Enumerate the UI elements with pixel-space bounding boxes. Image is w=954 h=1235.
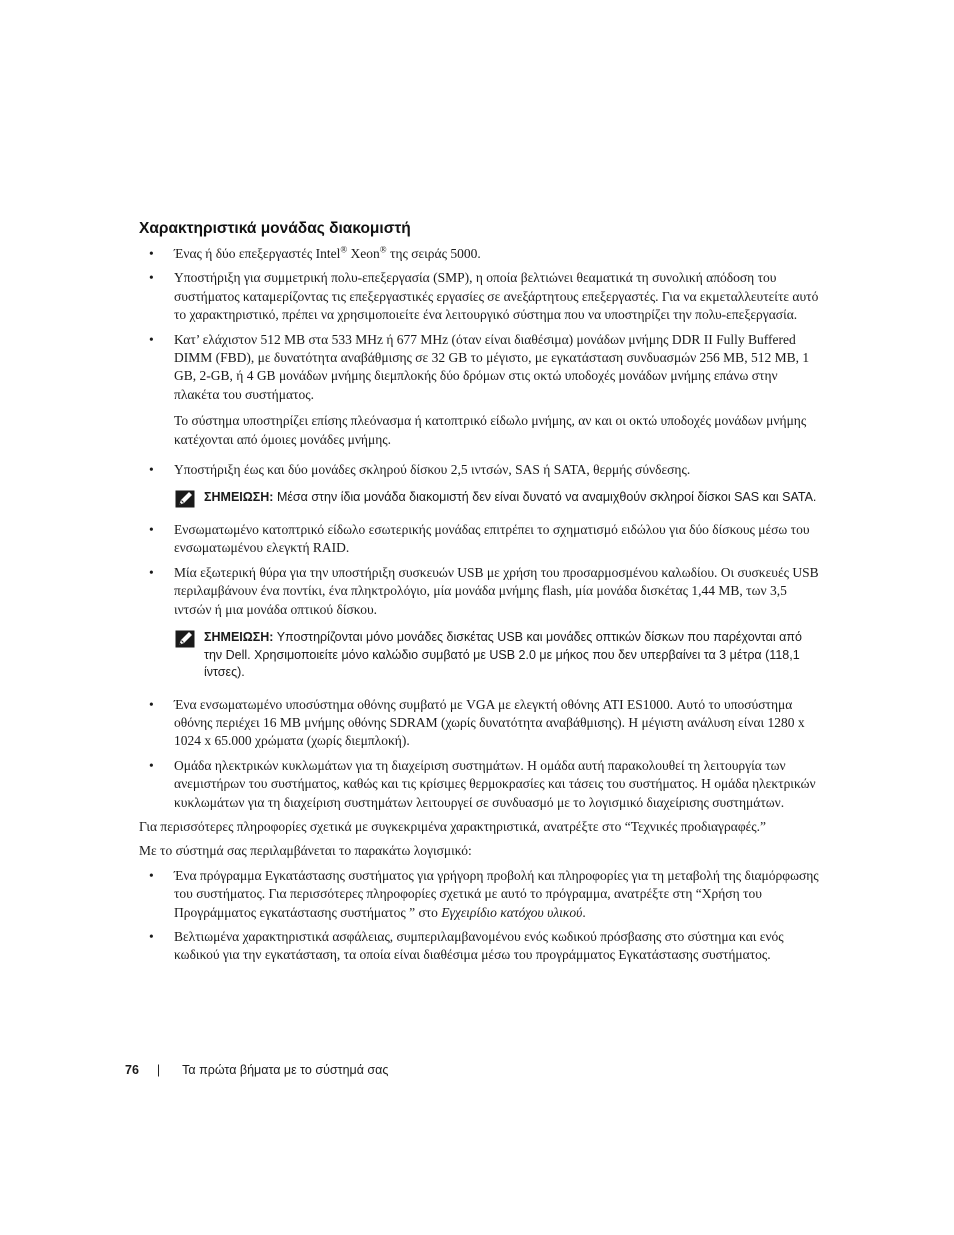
bullet-icon: • bbox=[149, 757, 154, 773]
section-title: Χαρακτηριστικά μονάδας διακομιστή bbox=[139, 220, 411, 237]
page-footer bbox=[125, 1062, 388, 1078]
software-list bbox=[139, 867, 819, 965]
bullet-icon: • bbox=[149, 331, 154, 347]
features-list-continued bbox=[139, 521, 819, 619]
note-box: ΣΗΜΕΙΩΣΗ: Υποστηρίζονται μόνο μονάδες δισκέτας USB και μονάδες οπτικών δίσκων που παρέχονται από την Dell. Χρησιμοποιείτε μόνο καλώδιο συμβατό με USB 2.0 με μήκος που δεν υπερβαίνει τα 3 μέτρα (118,1 ίντσες). bbox=[139, 629, 819, 682]
bullet-icon: • bbox=[149, 564, 154, 580]
features-list bbox=[139, 245, 819, 479]
bullet-icon: • bbox=[149, 270, 154, 286]
bullet-icon: • bbox=[149, 696, 154, 712]
page-number: 76 bbox=[125, 1063, 139, 1077]
paragraph-software-intro: Με το σύστημά σας περιλαμβάνεται το παρακάτω λογισμικό: bbox=[139, 843, 472, 859]
list-item: • Ενσωματωμένο κατοπτρικό είδωλο εσωτερικής μονάδας επιτρέπει το σχηματισμό ειδώλου για δύο δίσκους μέσω του ενσωματωμένου ελεγκτή RAID. bbox=[149, 521, 810, 556]
main-content bbox=[139, 219, 819, 971]
footer-separator: | bbox=[156, 1063, 161, 1077]
list-item: • Μία εξωτερική θύρα για την υποστήριξη συσκευών USB με χρήση του προσαρμοσμένου καλωδίου. Οι συσκευές USB περιλαμβάνουν ένα ποντίκι, ένα πληκτρολόγιο, μία μονάδα μνήμης flash, μία μονάδα δισκέτας 1,44 MB, των 3,5 ιντσών ή μια μονάδα οπτικού δίσκου. bbox=[149, 564, 819, 617]
paragraph-more-info: Για περισσότερες πληροφορίες σχετικά με συγκεκριμένα χαρακτηριστικά, ανατρέξτε στο “Τεχνικές προδιαγραφές.” bbox=[139, 818, 767, 834]
list-item: • Ομάδα ηλεκτρικών κυκλωμάτων για τη διαχείριση συστημάτων. Η ομάδα αυτή παρακολουθεί τη λειτουργία των ανεμιστήρων του συστήματος, καθώς και τις κρίσιμες θερμοκρασίες και τάσεις του συστήματος. Η ομάδα ηλεκτρικών κυκλωμάτων για τη διαχείριση συστημάτων λειτουργεί σε συνδυασμό με το λογισμικό διαχείρισης συστημάτων. bbox=[149, 757, 816, 810]
sub-paragraph: Το σύστημα υποστηρίζει επίσης πλεόνασμα ή κατοπτρικό είδωλο μνήμης, αν και οι οκτώ υποδοχές μονάδων μνήμης κατέχονται από όμοιες μονάδες μνήμης. bbox=[174, 413, 807, 447]
note-pencil-icon bbox=[175, 490, 195, 508]
running-title: Τα πρώτα βήματα με το σύστημά σας bbox=[182, 1063, 389, 1077]
features-list-continued bbox=[139, 696, 819, 812]
list-item: • Ένα πρόγραμμα Εγκατάστασης συστήματος για γρήγορη προβολή και πληροφορίες για τη μεταβολή της διαμόρφωσης του συστήματος. Για περισσότερες πληροφορίες σχετικά με αυτό το πρόγραμμα, ανατρέξτε στη “Χρήση του Προγράμματος εγκατάστασης συστήματος ” στο Εγχειρίδιο κατόχου υλικού. bbox=[149, 867, 819, 920]
note-pencil-icon bbox=[175, 630, 195, 648]
list-item: • Ένα ενσωματωμένο υποσύστημα οθόνης συμβατό με VGA με ελεγκτή οθόνης ATI ES1000. Αυτό το υποσύστημα οθόνης περιέχει 16 MB μνήμης οθόνης SDRAM (χωρίς δυνατότητα αναβάθμισης). Η μέγιστη ανάλυση είναι 1280 x 1024 x 65.000 χρώματα (χωρίς διεμπλοκή). bbox=[149, 696, 805, 749]
list-item: • Υποστήριξη για συμμετρική πολυ-επεξεργασία (SMP), η οποία βελτιώνει θεαματικά τη συνολική απόδοση του συστήματος καταμερίζοντας τις επεξεργαστικές εργασίες σε ανεξάρτητους επεξεργαστές. Για να εκμεταλλευτείτε αυτό το χαρακτηριστικό, πρέπει να χρησιμοποιείτε ένα λειτουργικό σύστημα που να υποστηρίζει την πολυ-επεξεργασία. bbox=[149, 270, 819, 323]
list-item: • Ένας ή δύο επεξεργαστές Intel® Xeon® της σειράς 5000. bbox=[139, 245, 819, 263]
list-item: • Κατ’ ελάχιστον 512 MB στα 533 MHz ή 677 MHz (όταν είναι διαθέσιμα) μονάδων μνήμης DDR II Fully Buffered DIMM (FBD), με δυνατότητα αναβάθμισης σε 32 GB το μέγιστο, με εγκατάσταση συνδυασμών 256 MB, 512 MB, 1 GB, 2-GB, ή 4 GB μονάδων μνήμης διεμπλοκής δύο δρόμων στις οκτώ υποδοχές μονάδων μνήμης επάνω στην πλακέτα του συστήματος. Το σύστημα υποστηρίζει επίσης πλεόνασμα ή κατοπτρικό είδωλο μνήμης, αν και οι οκτώ υποδοχές μονάδων μνήμης κατέχονται από όμοιες μονάδες μνήμης. bbox=[139, 331, 819, 449]
bullet-icon: • bbox=[149, 246, 154, 261]
note-box: ΣΗΜΕΙΩΣΗ: Μέσα στην ίδια μονάδα διακομιστή δεν είναι δυνατό να αναμιχθούν σκληροί δίσκοι SAS και SATA. bbox=[139, 489, 819, 507]
bullet-icon: • bbox=[149, 867, 154, 883]
bullet-icon: • bbox=[149, 462, 154, 478]
manual-title: Εγχειρίδιο κατόχου υλικού bbox=[441, 904, 583, 920]
bullet-icon: • bbox=[149, 928, 154, 944]
list-item: • Υποστήριξη έως και δύο μονάδες σκληρού δίσκου 2,5 ιντσών, SAS ή SATA, θερμής σύνδεσης. bbox=[139, 461, 819, 479]
bullet-icon: • bbox=[149, 521, 154, 537]
list-item: • Βελτιωμένα χαρακτηριστικά ασφάλειας, συμπεριλαμβανομένου ενός κωδικού πρόσβασης στο σύστημα και ενός κωδικού για την εγκατάσταση, τα οποία είναι διαθέσιμα μέσω του προγράμματος Εγκατάστασης συστήματος. bbox=[149, 928, 784, 963]
